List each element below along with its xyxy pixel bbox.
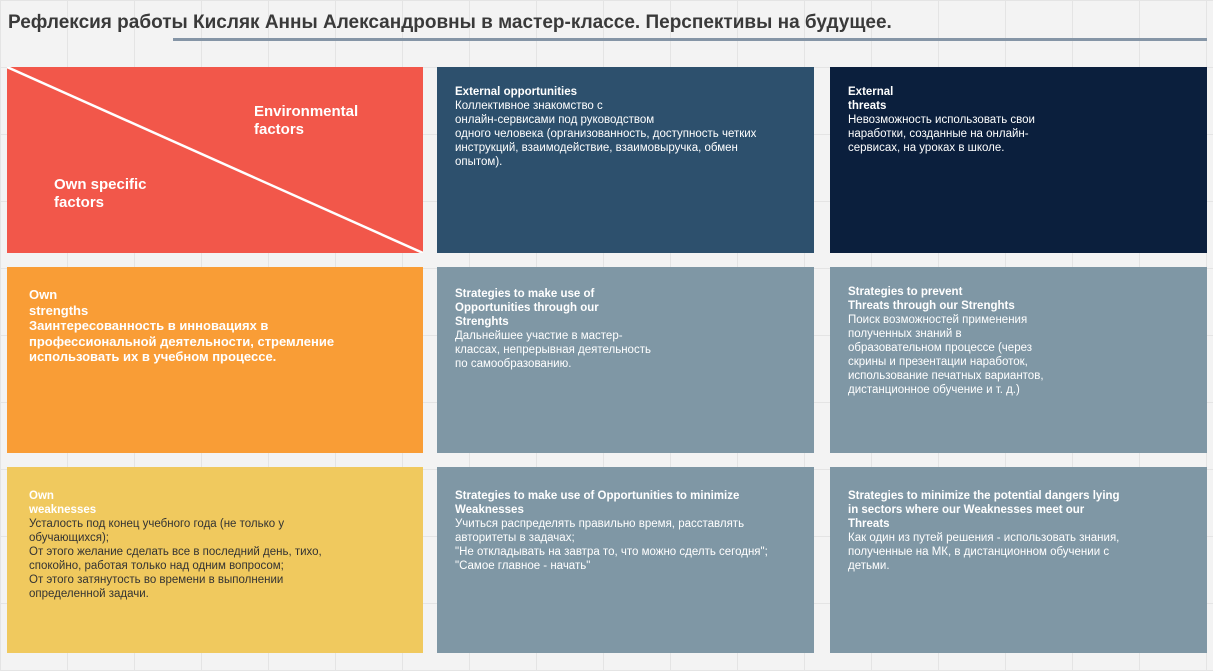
weaknesses-opportunities-heading: Strategies to make use of Opportunities to minimize Weaknesses: [455, 490, 740, 516]
strengths-opportunities-heading: Strategies to make use of Opportunities through our Strenghts: [455, 288, 599, 328]
weaknesses-opportunities-text: Учиться распределять правильно время, расставлять авторитеты в задачах; "Не откладывать на завтра то, что можно сделть сегодня"; "Самое главное - начать": [455, 518, 768, 572]
weaknesses-opportunities-cell: [437, 467, 814, 653]
swot-corner-header: [7, 67, 423, 253]
own-specific-factors-label: Own specific factors: [54, 176, 147, 211]
weaknesses-threats-cell: [830, 467, 1207, 653]
external-threats-text: Невозможность использовать свои наработки, созданные на онлайн- сервисах, на уроках в школе.: [848, 114, 1035, 154]
diagonal-divider: [7, 67, 423, 253]
title-underline: [173, 38, 1207, 41]
page-title: Рефлексия работы Кисляк Анны Александровны в мастер-классе. Перспективы на будущее.: [8, 12, 892, 33]
weaknesses-threats-text: Как один из путей решения - использовать знания, полученные на МК, в дистанционном обучении с детьми.: [848, 532, 1120, 572]
external-threats-heading: External threats: [848, 86, 894, 112]
external-opportunities-heading: External opportunities: [455, 86, 578, 98]
weaknesses-threats-heading: Strategies to minimize the potential dangers lying in sectors where our Weaknesses meet our Threats: [848, 490, 1120, 530]
external-opportunities-cell: [437, 67, 814, 253]
own-weaknesses-cell: [7, 467, 423, 653]
own-strengths-heading: Own strengths: [29, 287, 89, 318]
strengths-opportunities-text: Дальнейшее участие в мастер- классах, непрерывная деятельность по самообразованию.: [455, 330, 651, 370]
own-weaknesses-text: Усталость под конец учебного года (не только у обучающихся); От этого желание сделать все в последний день, тихо, спокойно, работая только над одним вопросом; От этого затянутость во времени в выполнении определенной задачи.: [29, 518, 322, 600]
environmental-factors-label: Environmental factors: [254, 103, 359, 138]
own-weaknesses-heading: Own weaknesses: [29, 490, 97, 516]
strengths-threats-text: Поиск возможностей применения полученных знаний в образовательном процессе (через скрины и презентации наработок, использование печатных вариантов, дистанционное обучение и т. д.): [848, 314, 1044, 396]
own-strengths-cell: [7, 267, 423, 453]
external-opportunities-text: Коллективное знакомство с онлайн-сервисами под руководством одного человека (организованность, доступность четких инструкций, взаимодействие, взаимовыручка, обмен опытом).: [455, 100, 757, 168]
strengths-threats-cell: [830, 267, 1207, 453]
own-strengths-text: Заинтересованность в инновациях в профессиональной деятельности, стремление использовать их в учебном процессе.: [29, 318, 335, 364]
external-threats-cell: [830, 67, 1207, 253]
strengths-threats-heading: Strategies to prevent Threats through our Strenghts: [848, 286, 1015, 312]
strengths-opportunities-cell: [437, 267, 814, 453]
